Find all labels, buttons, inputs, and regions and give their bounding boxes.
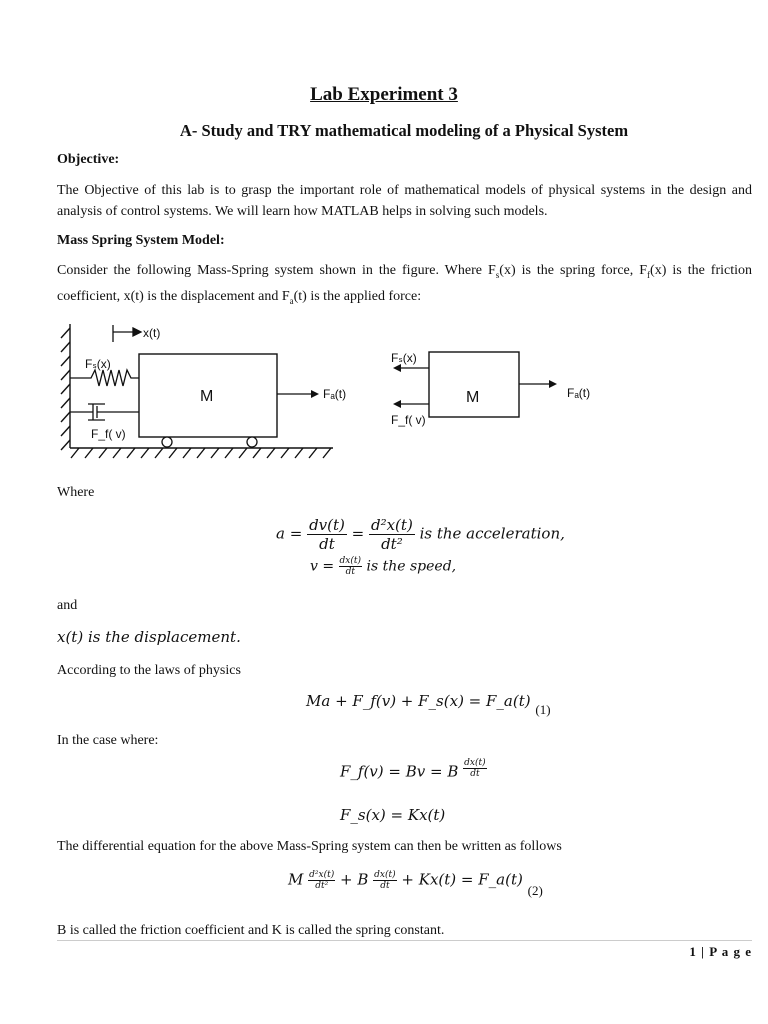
and-label: and <box>57 598 78 613</box>
footer-divider <box>57 940 752 941</box>
model-intro: Consider the following Mass-Spring system shown in the figure. Where $F_s(x)$ is the spring force, $F_f(x)$ is the friction coefficient, x(t) is the displacement and $F_a(t)$ is the applied force: <box>57 263 752 306</box>
page-number: 1 | P a g e <box>689 944 752 959</box>
right-ff-label: F_f( v) <box>391 413 426 427</box>
speed-equation: v = $\frac{dx(t)}{dt}$ is the speed, <box>310 556 457 577</box>
damper <box>70 404 139 420</box>
wheel-left <box>162 437 172 447</box>
right-applied-force-arrow <box>549 380 557 388</box>
friction-force-equation: F_f(v) = Bv = B $\frac{dx(t)}{dt}$ <box>340 758 486 781</box>
mass-block-right <box>429 352 519 417</box>
right-mass-label: M <box>466 389 480 406</box>
where-label: Where <box>57 485 95 500</box>
case-statement: In the case where: <box>57 733 159 748</box>
objective-heading: Objective: <box>57 152 120 167</box>
physics-statement: According to the laws of physics <box>57 663 241 678</box>
equation-2: M $\frac{\text{d²x(t)}}{\text{dt²}}$ + B $\frac{dx(t)}{dt}$ + Kx(t) = F_a(t) (2) <box>288 870 543 898</box>
model-heading: Mass Spring System Model: <box>57 233 225 248</box>
diff-eq-statement: The differential equation for the above Mass-Spring system can then be written as follows <box>57 839 562 854</box>
displacement-arrow <box>113 325 141 342</box>
mass-spring-figure <box>55 318 615 468</box>
page-subtitle: A- Study and TRY mathematical modeling of a Physical System <box>179 121 629 140</box>
right-friction-arrow <box>393 400 401 408</box>
spring-force-equation: F_s(x) = Kx(t) <box>340 806 446 824</box>
wall <box>61 324 70 450</box>
final-statement: B is called the friction coefficient and K is called the spring constant. <box>57 923 445 938</box>
equation-1: Ma + F_f(v) + F_s(x) = F_a(t) (1) <box>306 692 551 717</box>
ground <box>70 448 333 458</box>
right-spring-force-arrow <box>393 364 401 372</box>
objective-text: The Objective of this lab is to grasp the important role of mathematical models of physical systems in the design and analysis of control systems. We will learn how MATLAB helps in solving such models. <box>57 183 752 219</box>
left-mass-label: M <box>200 388 214 405</box>
applied-force-arrow <box>311 390 319 398</box>
displacement-statement: x(t) is the displacement. <box>57 628 241 646</box>
right-fa-label: Fₐ(t) <box>567 386 591 400</box>
wheel-right <box>247 437 257 447</box>
acceleration-equation: a = $\frac{dv(t)}{dt}$ = $\frac{\text{d²x(t)}}{\text{dt²}}$ is the acceleration, <box>276 516 565 553</box>
left-xt-label: x(t) <box>143 326 161 340</box>
right-fs-label: Fₛ(x) <box>391 351 417 365</box>
spring <box>70 370 139 386</box>
left-ff-label: F_f( v) <box>91 427 126 441</box>
page-title: Lab Experiment 3 <box>310 84 458 105</box>
left-fs-label: Fₛ(x) <box>85 357 111 371</box>
left-fa-label: Fₐ(t) <box>323 387 347 401</box>
